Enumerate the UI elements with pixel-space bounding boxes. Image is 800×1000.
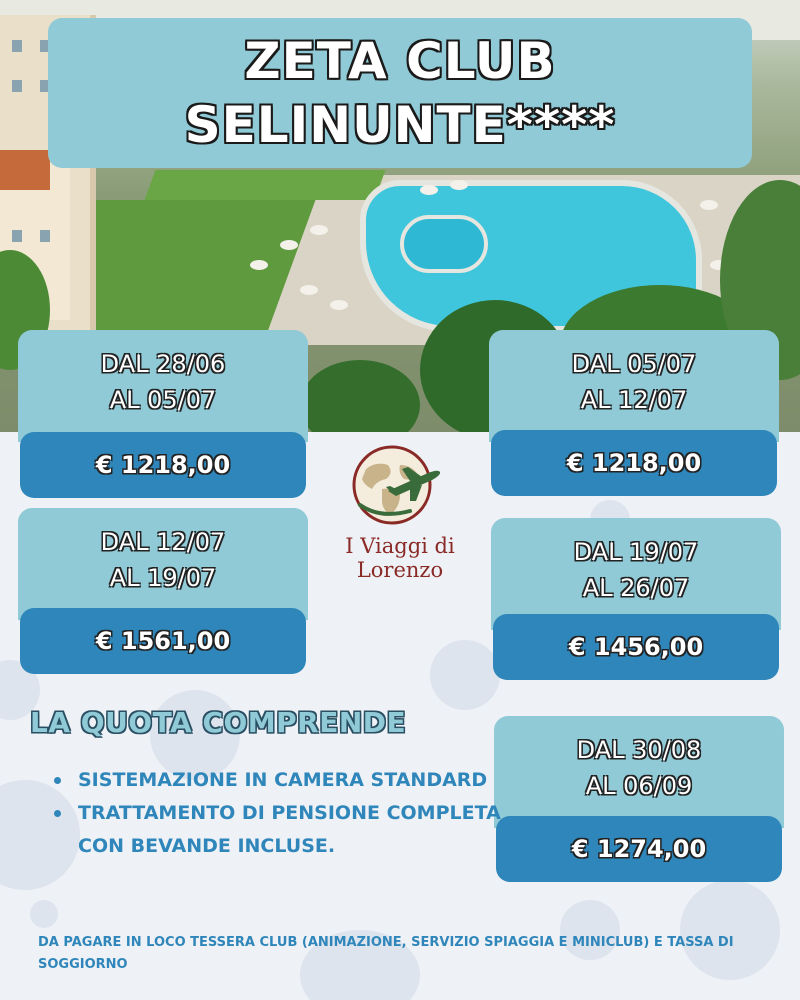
offer-date-from: DAL 19/07 — [573, 538, 699, 566]
title-banner — [48, 18, 752, 168]
offer-price-bar — [493, 614, 779, 680]
offer-date-from: DAL 12/07 — [100, 528, 226, 556]
list-item: TRATTAMENTO DI PENSIONE COMPLETA CON BEVANDE INCLUSE. — [78, 797, 508, 863]
offer-dates — [18, 508, 308, 620]
offer-card-3 — [18, 508, 308, 655]
offer-price: € 1218,00 — [95, 451, 231, 479]
offer-date-to: AL 05/07 — [109, 386, 217, 414]
offer-date-from: DAL 05/07 — [571, 350, 697, 378]
offer-price-bar — [20, 608, 306, 674]
offer-date-to: AL 12/07 — [580, 386, 688, 414]
offer-date-to: AL 26/07 — [582, 574, 690, 602]
title-line-1: ZETA CLUB — [244, 32, 556, 90]
offer-dates — [489, 330, 779, 442]
offer-price: € 1218,00 — [566, 449, 702, 477]
offer-date-from: DAL 28/06 — [100, 350, 226, 378]
offer-card-5 — [494, 716, 784, 863]
includes-title: LA QUOTA COMPRENDE — [30, 706, 407, 739]
offer-dates — [494, 716, 784, 828]
logo-line-2: Lorenzo — [356, 558, 444, 582]
offer-date-to: AL 06/09 — [585, 772, 693, 800]
decor-bubble — [430, 640, 500, 710]
offer-price-bar — [20, 432, 306, 498]
offer-date-from: DAL 30/08 — [576, 736, 702, 764]
includes-list — [50, 764, 508, 863]
offer-card-2 — [489, 330, 779, 477]
offer-date-to: AL 19/07 — [109, 564, 217, 592]
footnote: DA PAGARE IN LOCO TESSERA CLUB (ANIMAZIONE, SERVIZIO SPIAGGIA E MINICLUB) E TASSA DI SOGGIORNO — [38, 935, 734, 972]
offer-price: € 1561,00 — [95, 627, 231, 655]
logo-wordmark — [325, 534, 475, 582]
offer-card-1 — [18, 330, 308, 479]
list-item: SISTEMAZIONE IN CAMERA STANDARD — [78, 764, 508, 797]
decor-bubble — [30, 900, 58, 928]
offer-card-4 — [491, 518, 781, 661]
offer-price-bar — [496, 816, 782, 882]
offer-price: € 1456,00 — [568, 633, 704, 661]
logo-line-1: I Viaggi di — [345, 534, 455, 558]
offer-price-bar — [491, 430, 777, 496]
offer-dates — [18, 330, 308, 442]
offer-price: € 1274,00 — [571, 835, 707, 863]
title-line-2: SELINUNTE**** — [184, 96, 616, 154]
